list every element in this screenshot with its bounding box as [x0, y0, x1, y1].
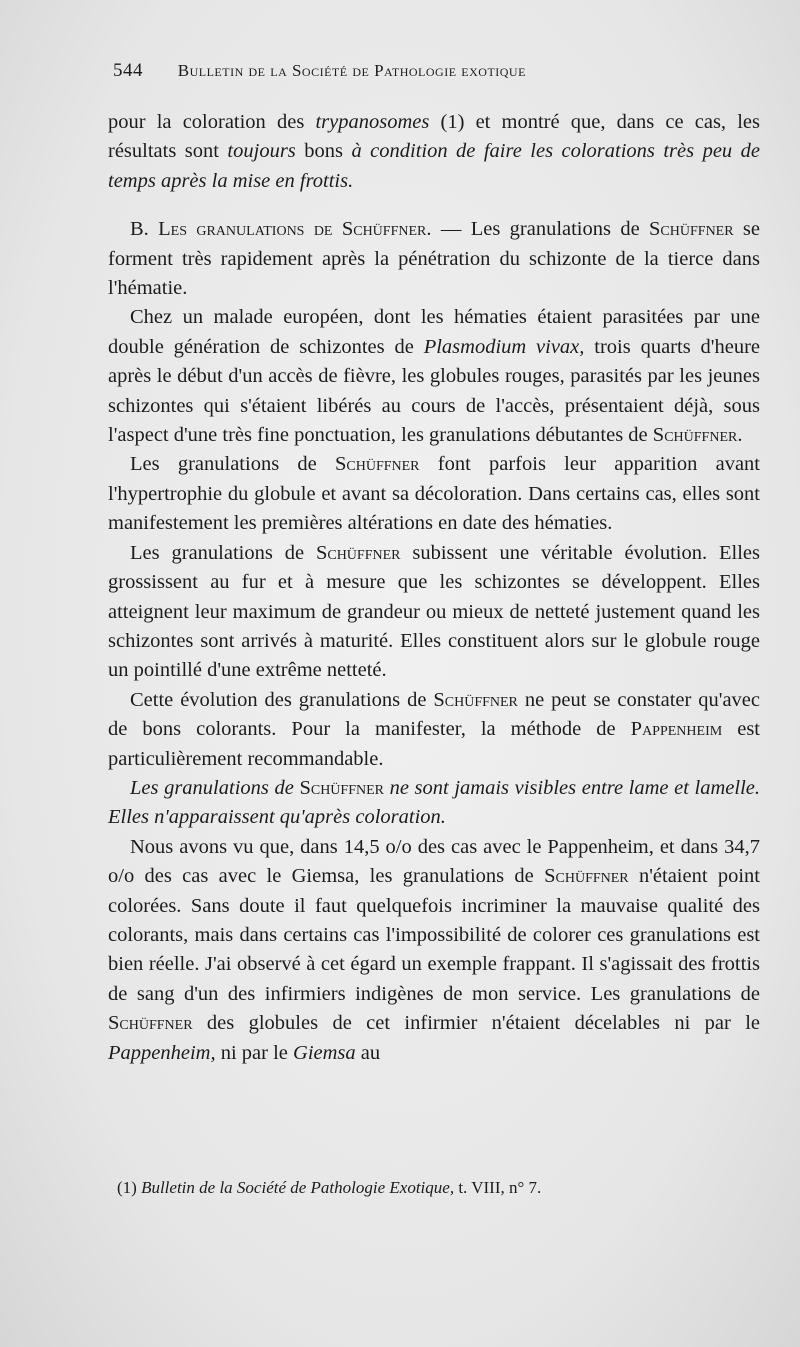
paragraph-p0 [108, 108, 760, 196]
text-run: trois quarts d'heure après le début d'un accès de fièvre, les globules rouges, parasités par les jeunes schizontes qui s'étaient libérés au cours de l'accès, présentaient déjà, sous l'aspect d'une très fine ponctuation, les granulations débutantes de [108, 335, 761, 447]
page-number: 544 [113, 60, 143, 81]
small-caps-name: Schüffner [108, 1012, 193, 1035]
text-run: au [355, 1041, 381, 1064]
text-run: — Les granulations de [431, 218, 650, 241]
text-run: est particulièrement recommandable. [108, 718, 761, 770]
text-run: ni par le [215, 1041, 294, 1064]
italic-text: ne sont jamais visibles entre lame et lamelle. Elles n'apparaissent qu'après coloration. [108, 776, 761, 829]
footnote [117, 1178, 757, 1198]
text-run: des globules de cet infirmier n'étaient décelables ni par le [192, 1012, 760, 1035]
paragraph-p1 [108, 215, 760, 303]
italic-text: à condition de faire les colorations très peu de temps après la mise en frottis. [108, 140, 760, 192]
italic-text: trypanosomes [315, 111, 430, 133]
italic-text: Les granulations de [130, 776, 300, 799]
paragraph-p3 [108, 450, 760, 538]
footnote-text [141, 1178, 541, 1197]
paragraph-p6 [108, 774, 760, 833]
running-title: Bulletin de la Société de Pathologie exotique [177, 61, 526, 80]
text-run: (1) et montré que, dans ce cas, les résultats sont [108, 111, 760, 163]
text-run: Nous avons vu que, dans 14,5 o/o des cas avec le Pappenheim, et dans 34,7 o/o des cas avec le Giemsa, les granulations de [108, 835, 760, 888]
italic-text: Pappenheim, [108, 1041, 216, 1064]
paragraph-p2 [108, 303, 760, 450]
text-run: bons [295, 140, 352, 163]
paragraph-p5 [108, 686, 760, 774]
italic-text: toujours [227, 140, 296, 163]
text-run: n'étaient point colorées. Sans doute il faut quelquefois incriminer la mauvaise qualité des colorants, mais dans certains cas l'impossibilité de colorer ces granulations est bien réelle. J'ai observé à cet égard un exemple frappant. Il s'agissait des frottis de sang d'un des infirmiers indigènes de mon service. Les granulations de [108, 865, 761, 1005]
body-text [108, 108, 760, 1068]
footnote-mark: (1) [117, 1178, 137, 1197]
page-header [113, 60, 673, 82]
small-caps-name: Schüffner [334, 453, 420, 476]
small-caps-name: Schüffner [544, 865, 629, 888]
small-caps-name: Schüffner [652, 424, 738, 447]
small-caps-name: Pappenheim [630, 718, 723, 741]
text-run: Les granulations de [130, 541, 316, 564]
small-caps-name: Schüffner [299, 776, 384, 799]
italic-text: Bulletin de la Société de Pathologie Exotique, [141, 1178, 455, 1197]
paragraph-p4 [108, 539, 760, 686]
text-run: t. VIII, n° 7. [454, 1178, 542, 1197]
small-caps-name: Les granulations de Schüffner. [158, 218, 432, 241]
italic-text: Plasmodium vivax, [423, 335, 585, 358]
text-run: font parfois leur apparition avant l'hypertrophie du globule et avant sa décoloration. Dans certains cas, elles sont manifestement les premières altérations en date des hématies. [108, 453, 760, 535]
text-run: subissent une véritable évolution. Elles grossissent au fur et à mesure que les schizontes se développent. Elles atteignent leur maximum de grandeur ou mieux de netteté justement quand les schizontes sont arrivés à maturité. Elles constituent alors sur le globule rouge un pointillé d'une extrême netteté. [108, 541, 760, 682]
small-caps-name: Schüffner [649, 218, 734, 241]
text-run: Chez un malade européen, dont les hématies étaient parasitées par une double génération de schizontes de [108, 306, 760, 358]
small-caps-name: Schüffner [433, 688, 518, 711]
italic-text: Giemsa [293, 1041, 356, 1064]
text-run: . [737, 424, 743, 447]
text-run: B. [130, 218, 159, 241]
text-run: Les granulations de [130, 453, 335, 476]
text-run: pour la coloration des [108, 111, 316, 133]
text-run: ne peut se constater qu'avec de bons colorants. Pour la manifester, la méthode de [108, 688, 760, 741]
text-run: Cette évolution des granulations de [130, 688, 434, 711]
text-run: se forment très rapidement après la pénétration du schizonte de la tierce dans l'hématie. [108, 218, 761, 300]
paragraph-p7 [108, 833, 760, 1068]
small-caps-name: Schüffner [315, 541, 401, 564]
